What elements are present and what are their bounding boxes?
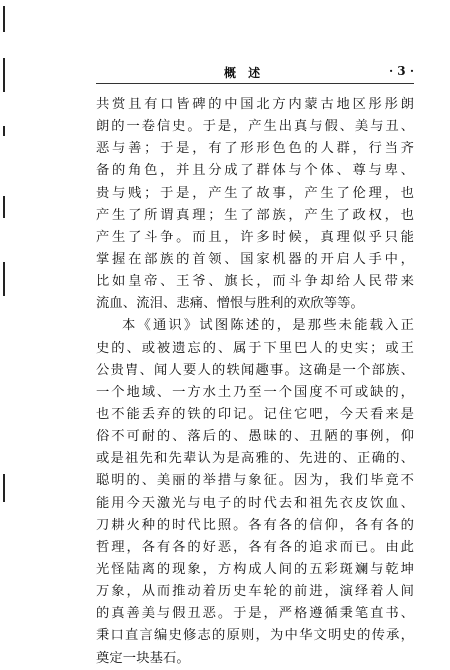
text-line: 产生了所谓真理；生了部族，产生了政权，也 (96, 207, 414, 223)
header-title: 概 述 (224, 66, 265, 80)
page-number: · 3 · (388, 64, 414, 78)
text-line: 比如皇帝、王爷、旗长，而斗争却给人民带来 (96, 274, 414, 290)
text-line: 备的角色，并且分成了群体与个体、尊与卑、 (96, 163, 414, 179)
text-line: 秉口直言编史修志的原则，为中华文明史的传承， (96, 628, 414, 644)
text-line: 一个地域、一方水土乃至一个国度不可或缺的， (96, 384, 414, 400)
text-line: 流血、流泪、悲痛、憎恨与胜利的欢欣等等。 (96, 296, 364, 312)
text-line: 聪明的、美丽的举措与象征。因为，我们毕竟不 (96, 473, 414, 489)
paragraph-1 (96, 94, 414, 315)
text-line: 万象，从而推动着历史车轮的前进，演绎着人间 (96, 584, 414, 600)
paragraph-2 (96, 315, 414, 669)
text-line: 也不能丢弃的铁的印记。记住它吧，今天看来是 (96, 406, 414, 422)
text-line: 恶与善；于是，有了形形色色的人群，行当齐 (96, 141, 414, 157)
text-line: 朗的一卷信史。于是，产生出真与假、美与丑、 (96, 119, 414, 135)
text-line: 掌握在部族的首领、国家机器的开启人手中， (96, 251, 414, 267)
text-line: 共赏且有口皆碑的中国北方内蒙古地区彤彤朗 (96, 97, 414, 112)
text-line: 奠定一块基石。 (96, 650, 190, 666)
text-line: 能用今天激光与电子的时代去和祖先衣皮饮血、 (96, 495, 414, 511)
header-rule (96, 83, 414, 84)
text-line: 的真善美与假丑恶。于是，严格遵循秉笔直书、 (96, 606, 414, 622)
text-line: 俗不可耐的、落后的、愚昧的、丑陋的事例，仰 (96, 429, 414, 445)
text-line: 贵与贱；于是，产生了故事，产生了伦理，也 (96, 185, 414, 201)
body-text (96, 94, 414, 670)
text-line: 史的、或被遗忘的、属于下里巴人的史实；或王 (96, 340, 414, 356)
text-line: 产生了斗争。而且，许多时候，真理似乎只能 (96, 229, 414, 245)
text-line: 或是祖先和先辈认为是高雅的、先进的、正确的、 (96, 451, 414, 467)
text-line: 光怪陆离的现象，方构成人间的五彩斑斓与乾坤 (96, 561, 414, 577)
text-line: 刀耕火种的时代比照。各有各的信仰，各有各的 (96, 517, 414, 533)
page-binding-edge (0, 0, 12, 657)
text-line: 哲理，各有各的好恶，各有各的追求而已。由此 (96, 539, 414, 555)
text-line: 公贵胄、闻人要人的轶闻趣事。这确是一个部族、 (96, 362, 414, 378)
running-header (96, 58, 414, 84)
text-line: 本《通识》试图陈述的，是那些未能载入正 (122, 318, 414, 334)
